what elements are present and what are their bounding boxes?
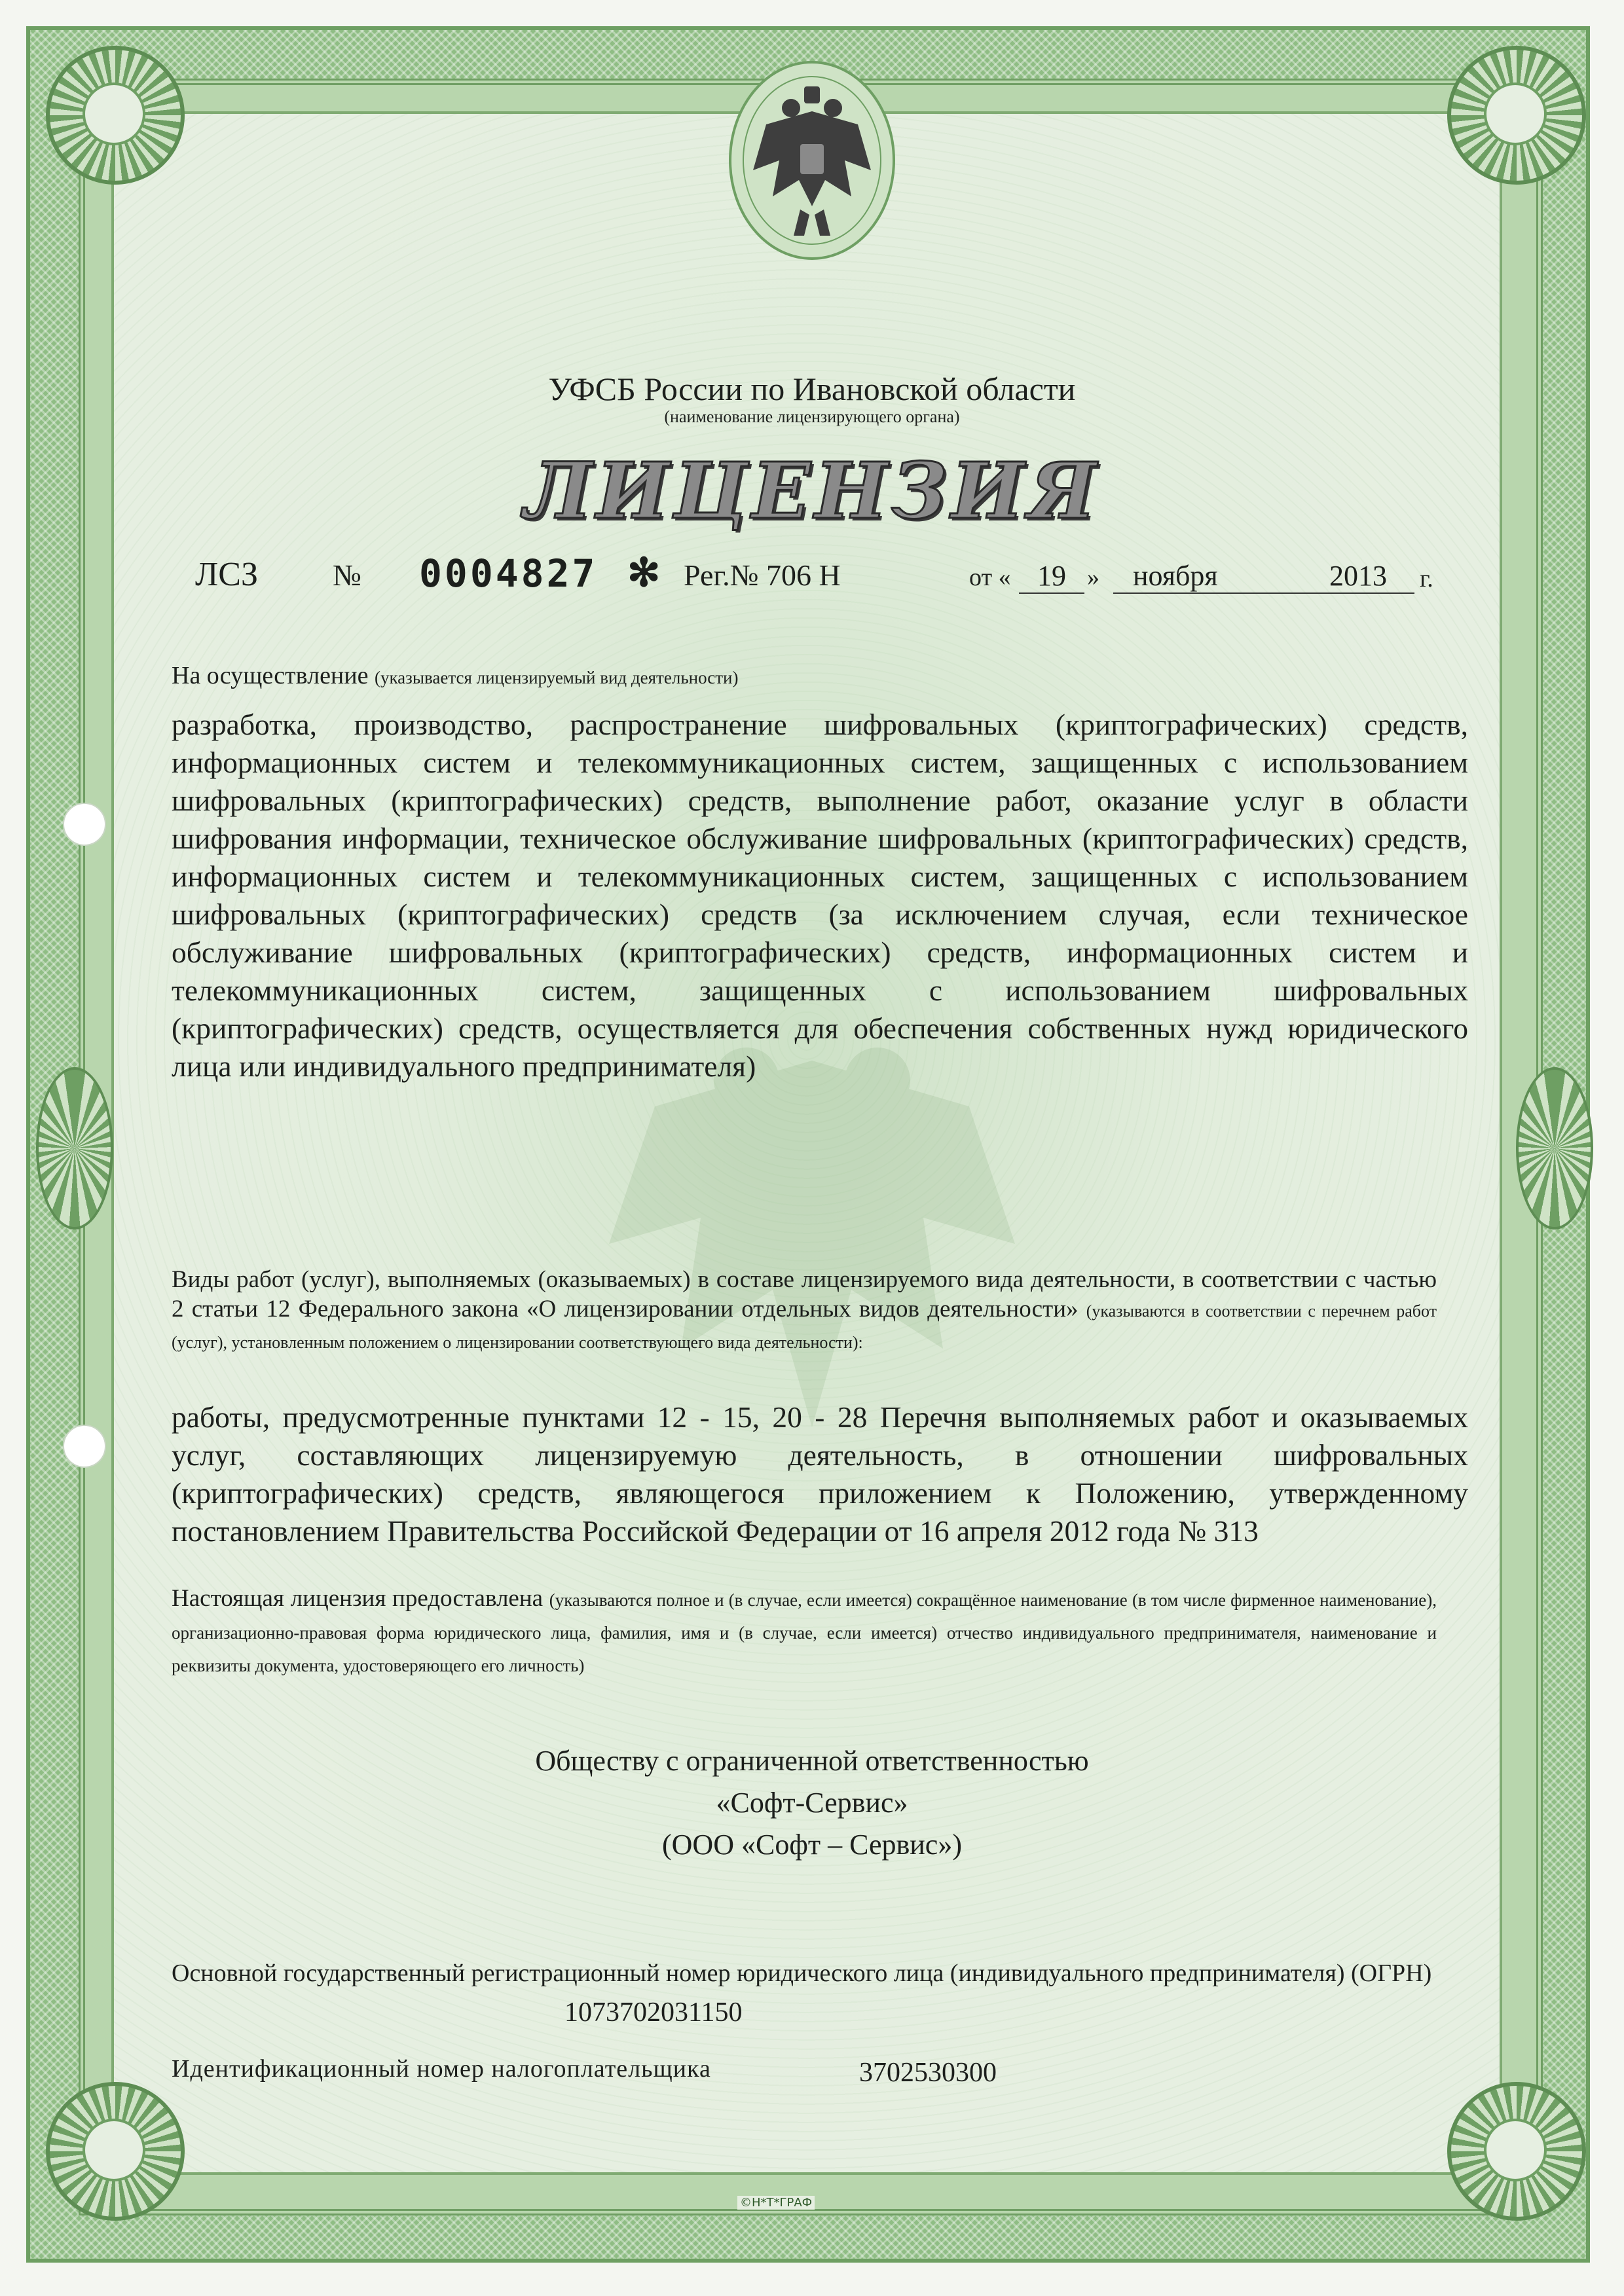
- activity-label: [172, 661, 738, 690]
- license-serial-number: 0004827: [419, 551, 598, 596]
- date-year-suffix: г.: [1420, 565, 1433, 592]
- activity-label-note: (указывается лицензируемый вид деятельности): [374, 668, 739, 687]
- corner-rosette-bottom-left: [46, 2082, 185, 2221]
- granted-label-note: (указываются полное и (в случае, если имеется) сокращённое наименование (в том числе фирменное наименование), организационно-правовая форма юридического лица, фамилия, имя и (в случае, если имеется) отчество индивидуального предпринимателя, наименование и реквизиты документа, удостоверяющего его личность): [172, 1590, 1437, 1675]
- works-label: [172, 1265, 1437, 1357]
- inn-value: 3702530300: [859, 2058, 997, 2088]
- granted-label: [172, 1583, 1437, 1681]
- punch-hole-lower: [63, 1425, 106, 1468]
- date-day: 19: [1019, 559, 1084, 594]
- asterisk-icon: ✻: [627, 551, 661, 594]
- issuing-authority-note: (наименование лицензирующего органа): [664, 407, 960, 426]
- side-rosette-right: [1516, 1067, 1593, 1230]
- punch-hole-upper: [63, 803, 106, 846]
- registration-number: Рег.№ 706 Н: [684, 558, 841, 592]
- number-sign: №: [333, 558, 361, 592]
- date-prefix: от «: [969, 564, 1011, 591]
- date-quote-close: »: [1087, 564, 1099, 591]
- corner-rosette-top-right: [1447, 46, 1586, 185]
- licensee-short-name: (ООО «Софт – Сервис»): [662, 1829, 962, 1861]
- licensee-name-line2: «Софт-Сервис»: [716, 1787, 908, 1819]
- activity-label-text: На осуществление: [172, 662, 369, 689]
- document-title: ЛИЦЕНЗИЯ: [524, 445, 1100, 536]
- granted-label-text: Настоящая лицензия предоставлена: [172, 1585, 544, 1612]
- works-description: работы, предусмотренные пунктами 12 - 15, 20 - 28 Перечня выполняемых работ и оказываемых услуг, составляющих лицензируемую деятельность, в отношении шифровальных (криптографических) средств, являющегося приложением к Положению, утвержденному постановлением Правительства Российской Федерации от 16 апреля 2012 года № 313: [172, 1400, 1468, 1548]
- date-month: ноября: [1113, 559, 1414, 594]
- corner-rosette-bottom-right: [1447, 2082, 1586, 2221]
- activity-description: разработка, производство, распространение шифровальных (криптографических) средств, информационных систем и телекоммуникационных систем, защищенных с использованием шифровальных (криптографических) средств, выполнение работ, оказание услуг в области шифрования информации, техническое обслуживание шифровальных (криптографических) средств, информационных систем и телекоммуникационных систем, защищенных с использованием шифровальных (криптографических) средств (за исключением случая, если техническое обслуживание шифровальных (криптографических) средств, информационных систем и телекоммуникационных систем, защищенных с использованием шифровальных (криптографических) средств, осуществляется для обеспечения собственных нужд юридического лица или индивидуального предпринимателя): [172, 708, 1468, 1083]
- printer-mark: ©Н*Т*ГРАФ: [737, 2196, 815, 2210]
- side-rosette-left: [36, 1067, 113, 1230]
- ogrn-label: Основной государственный регистрационный номер юридического лица (индивидуального предпринимателя) (ОГРН): [172, 1959, 1432, 1987]
- works-label-text: Виды работ (услуг), выполняемых (оказываемых) в составе лицензируемого вида деятельности, в соответствии с частью 2 статьи 12 Федерального закона «О лицензировании отдельных видов деятельности»: [172, 1266, 1437, 1322]
- license-series: ЛСЗ: [195, 556, 259, 593]
- issuing-authority: УФСБ России по Ивановской области: [548, 371, 1076, 407]
- works-label-note: (указываются в соответствии с перечнем работ (услуг), установленным положением о лицензировании соответствующего вида деятельности):: [172, 1302, 1437, 1352]
- ogrn-value: 1073702031150: [564, 1997, 743, 2028]
- coat-of-arms-icon: [727, 46, 897, 262]
- licensee-name-line1: Обществу с ограниченной ответственностью: [535, 1745, 1089, 1777]
- date-year: 2013: [1329, 560, 1387, 592]
- inn-label: Идентификационный номер налогоплательщика: [172, 2055, 711, 2083]
- corner-rosette-top-left: [46, 46, 185, 185]
